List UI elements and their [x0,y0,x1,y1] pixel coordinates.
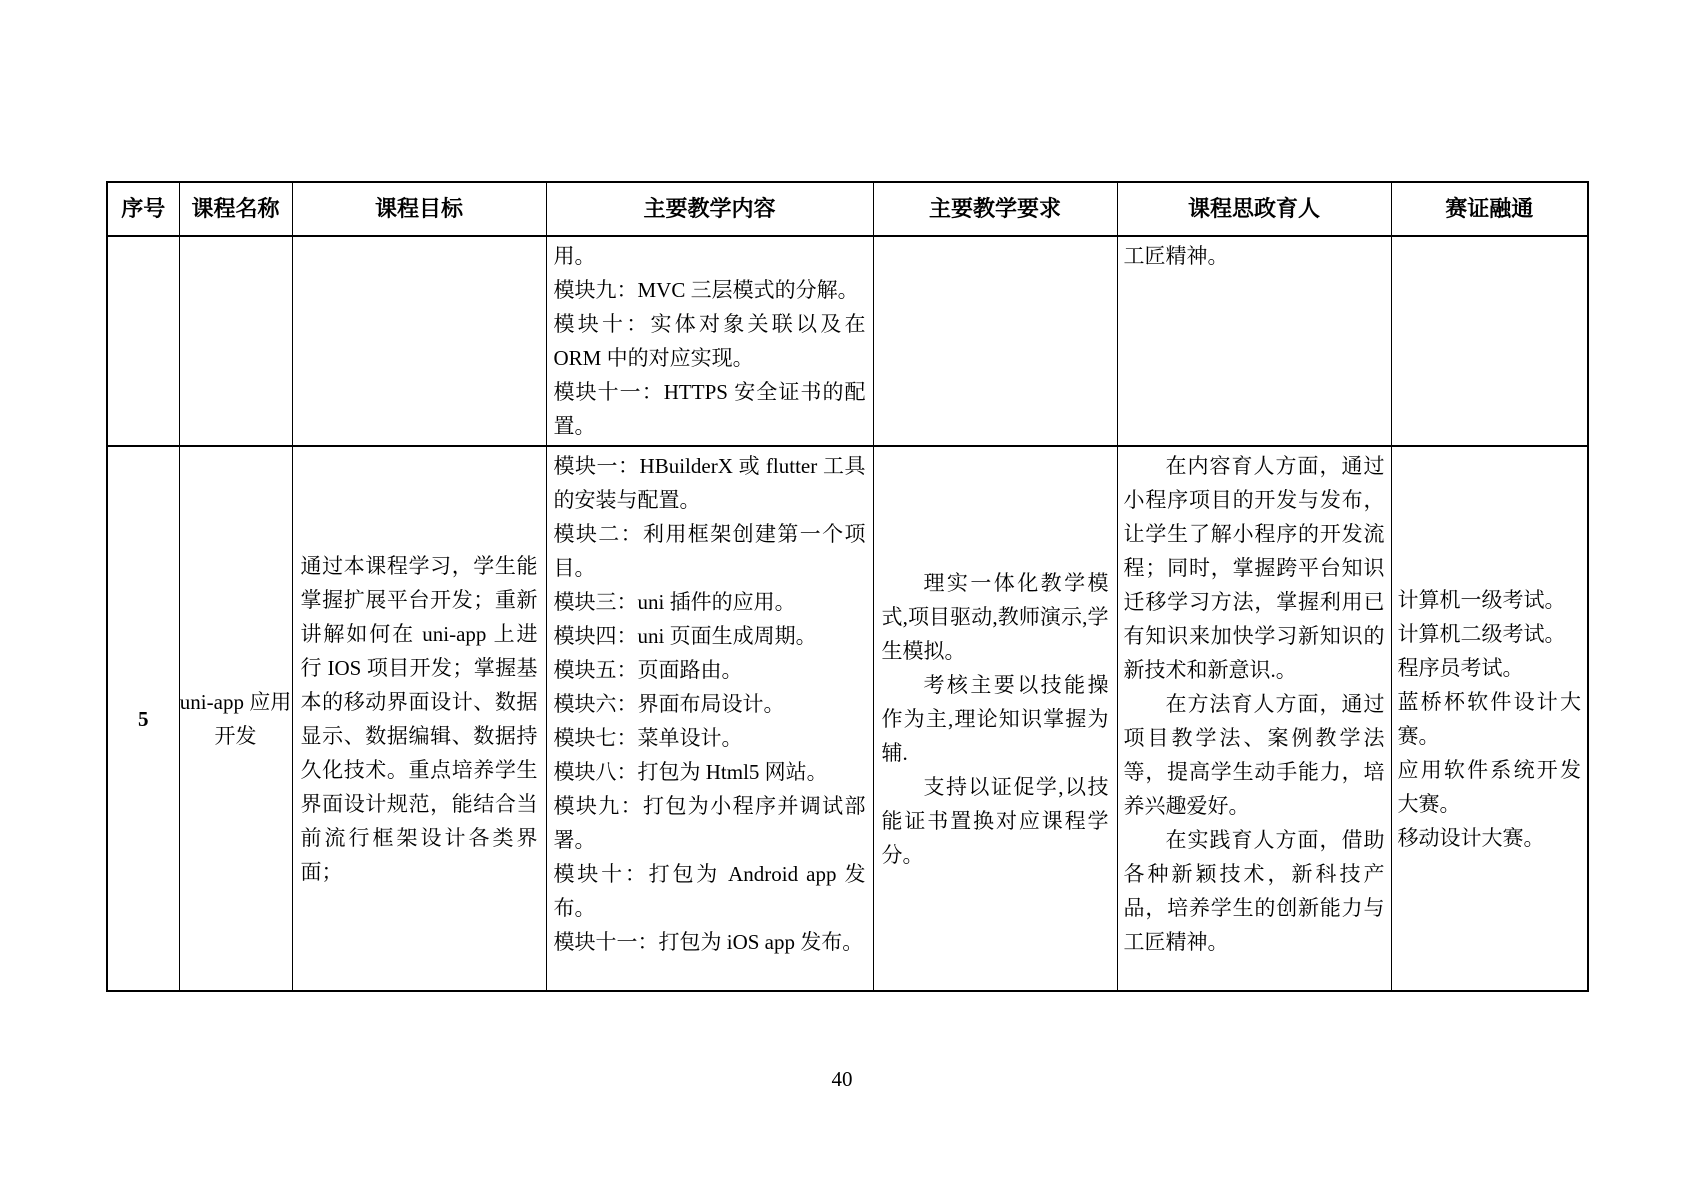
content-paragraph: 模块八：打包为 Html5 网站。 [553,760,828,784]
seq-number: 5 [138,706,149,731]
cell-teaching-content [546,446,873,991]
content-paragraph: 模块十：实体对象关联以及在 ORM 中的对应实现。 [553,312,866,370]
cell-ideology-education [1117,236,1391,446]
cell-teaching-requirements [873,236,1117,446]
header-teaching-requirements: 主要教学要求 [873,182,1117,236]
cell-course-name [179,446,292,991]
requirement-paragraph: 理实一体化教学模式,项目驱动,教师演示,学生模拟。 [881,570,1109,663]
table-header-row [107,182,1588,236]
header-seq: 序号 [107,182,179,236]
header-competition-certification: 赛证融通 [1391,182,1588,236]
course-name: uni-app 应用开发 [179,689,292,748]
cell-course-objectives [292,446,546,991]
cell-course-name [179,236,292,446]
content-paragraph: 模块三：uni 插件的应用。 [553,590,796,614]
content-paragraph: 模块十：打包为 Android app 发布。 [553,862,866,920]
content-paragraph: 模块六：界面布局设计。 [553,692,785,716]
table-row-5 [107,446,1588,991]
curriculum-table [106,181,1589,992]
cell-course-objectives [292,236,546,446]
header-ideology-education: 课程思政育人 [1117,182,1391,236]
content-paragraph: 模块九：打包为小程序并调试部署。 [553,794,866,852]
ideology-paragraph: 在实践育人方面，借助各种新颖技术，新科技产品，培养学生的创新能力与工匠精神。 [1123,828,1385,954]
content-paragraph: 用。 [553,244,596,268]
cell-ideology-education [1117,446,1391,991]
header-teaching-content: 主要教学内容 [546,182,873,236]
cell-competition-certification [1391,446,1588,991]
cell-competition-certification [1391,236,1588,446]
content-paragraph: 模块十一：打包为 iOS app 发布。 [553,930,864,954]
content-paragraph: 模块四：uni 页面生成周期。 [553,624,817,648]
content-paragraph: 模块二：利用框架创建第一个项目。 [553,522,866,580]
certification-item: 计算机一级考试。 [1397,587,1566,612]
objectives-paragraph: 通过本课程学习，学生能掌握扩展平台开发；重新讲解如何在 uni-app 上进行 IOS 项目开发；掌握基本的移动界面设计、数据显示、数据编辑、数据持久化技术。重点培养学生界面设计规范，能结合当前流行框架设计各类界面； [300,553,538,884]
content-paragraph: 模块一：HBuilderX 或 flutter 工具的安装与配置。 [553,454,866,512]
content-paragraph: 模块九：MVC 三层模式的分解。 [553,278,859,302]
ideology-paragraph: 工匠精神。 [1123,244,1229,268]
cell-teaching-content [546,236,873,446]
content-paragraph: 模块五：页面路由。 [553,658,743,682]
certification-item: 应用软件系统开发大赛。 [1397,757,1581,816]
ideology-paragraph: 在内容育人方面，通过小程序项目的开发与发布，让学生了解小程序的开发流程；同时，掌握跨平台知识迁移学习方法，掌握利用已有知识来加快学习新知识的新技术和新意识.。 [1123,454,1385,682]
requirement-paragraph: 支持以证促学,以技能证书置换对应课程学分。 [881,774,1109,867]
ideology-paragraph: 在方法育人方面，通过项目教学法、案例教学法等，提高学生动手能力，培养兴趣爱好。 [1123,692,1385,818]
cell-teaching-requirements [873,446,1117,991]
content-paragraph: 模块七：菜单设计。 [553,726,743,750]
cell-seq [107,446,179,991]
certification-item: 程序员考试。 [1397,655,1524,680]
certification-item: 移动设计大赛。 [1397,825,1545,850]
requirement-paragraph: 考核主要以技能操作为主,理论知识掌握为辅. [881,672,1109,765]
header-course-name: 课程名称 [179,182,292,236]
certification-item: 蓝桥杯软件设计大赛。 [1397,689,1581,748]
certification-item: 计算机二级考试。 [1397,621,1566,646]
header-course-objectives: 课程目标 [292,182,546,236]
cell-seq [107,236,179,446]
page-number: 40 [831,1067,853,1091]
table-row-continuation [107,236,1588,446]
content-paragraph: 模块十一：HTTPS 安全证书的配置。 [553,380,866,438]
